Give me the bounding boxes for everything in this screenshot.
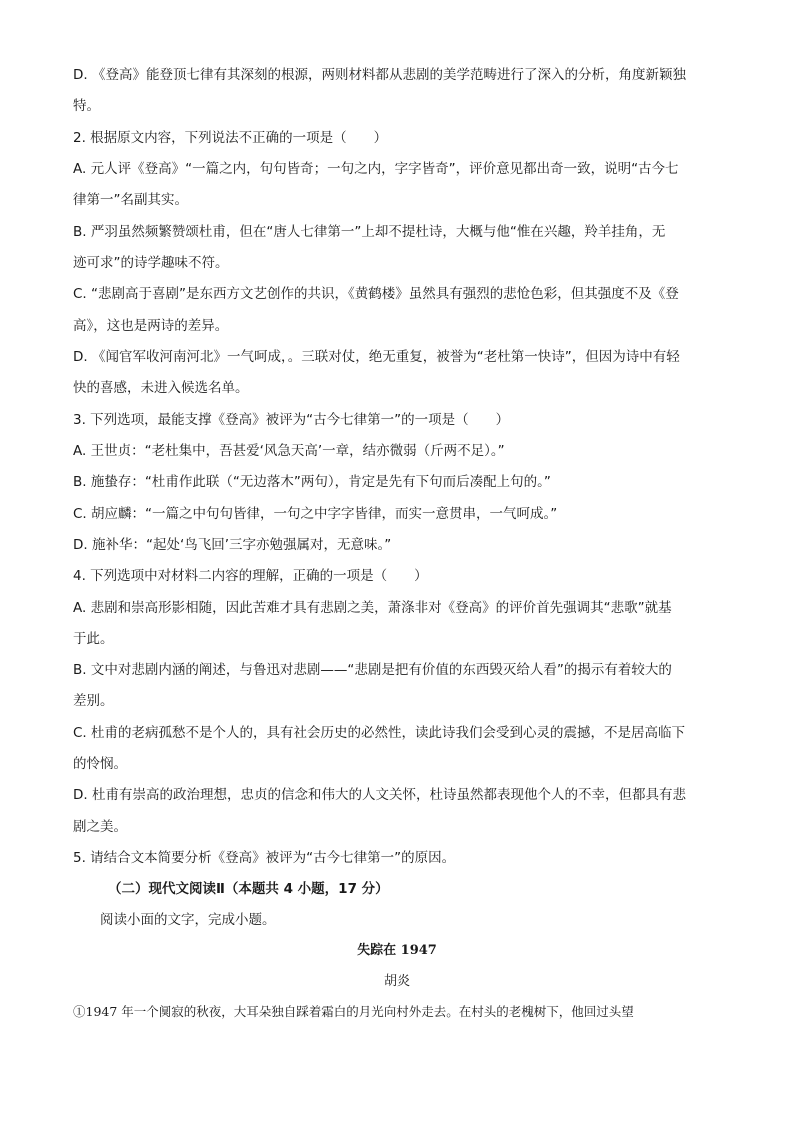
option-3a: A. 王世贞：“老杜集中，吾甚爱‘风急天高’一章，结亦微弱（斤两不足）。” bbox=[73, 443, 505, 459]
text-line: 快的喜感，未进入候选名单。 bbox=[73, 380, 249, 396]
option-2a: A. 元人评《登高》“一篇之内，句句皆奇；一句之内，字字皆奇”，评价意见都出奇一致，说明“古今七 bbox=[73, 161, 679, 177]
option-3d: D. 施补华：“起处‘鸟飞回’三字亦勉强属对，无意味。” bbox=[73, 537, 392, 553]
option-4d: D. 杜甫有崇高的政治理想，忠贞的信念和伟大的人文关怀，杜诗虽然都表现他个人的不幸，但都具有悲 bbox=[73, 787, 686, 803]
text-line: 剧之美。 bbox=[73, 819, 127, 835]
option-4b: B. 文中对悲剧内涵的阐述，与鲁迅对悲剧——“悲剧是把有价值的东西毁灭给人看”的揭示有着较大的 bbox=[73, 662, 672, 678]
text-line: 于此。 bbox=[73, 631, 114, 647]
option-2d: D. 《闻官军收河南河北》一气呵成，。三联对仗，绝无重复，被誉为“老杜第一快诗”，但因为诗中有轻 bbox=[73, 349, 680, 365]
text-line: 高》，这也是两诗的差异。 bbox=[73, 318, 229, 334]
question-5: 5. 请结合文本简要分析《登高》被评为“古今七律第一”的原因。 bbox=[73, 850, 456, 866]
story-paragraph-1: ①1947 年一个阒寂的秋夜，大耳朵独自踩着霜白的月光向村外走去。在村头的老槐树下，他回过头望 bbox=[73, 1004, 634, 1019]
option-2b: B. 严羽虽然频繁赞颂杜甫，但在“唐人七律第一”上却不提杜诗，大概与他“惟在兴趣，羚羊挂角，无 bbox=[73, 224, 666, 240]
text-line: 差别。 bbox=[73, 693, 114, 709]
option-2c: C. “悲剧高于喜剧”是东西方文艺创作的共识，《黄鹤楼》虽然具有强烈的悲怆色彩，但其强度不及《登 bbox=[73, 286, 679, 302]
option-3c: C. 胡应麟：“一篇之中句句皆律，一句之中字字皆律，而实一意贯串，一气呵成。” bbox=[73, 506, 558, 522]
reading-instruction: 阅读小面的文字，完成小题。 bbox=[100, 912, 276, 928]
story-author: 胡炎 bbox=[383, 974, 410, 989]
section-heading: （二）现代文阅读Ⅱ（本题共 4 小题，17 分） bbox=[108, 881, 389, 897]
option-3b: B. 施蛰存：“杜甫作此联（“无边落木”两句），肯定是先有下句而后凑配上句的。” bbox=[73, 474, 551, 490]
question-4: 4. 下列选项中对材料二内容的理解，正确的一项是（ ） bbox=[73, 568, 428, 584]
text-line: 特。 bbox=[73, 98, 100, 114]
story-title: 失踪在 1947 bbox=[357, 943, 437, 958]
option-4a: A. 悲剧和崇高形影相随，因此苦难才具有悲剧之美，萧涤非对《登高》的评价首先强调其“悲歌”就基 bbox=[73, 600, 672, 616]
question-3: 3. 下列选项，最能支撑《登高》被评为“古今七律第一”的一项是（ ） bbox=[73, 412, 510, 428]
text-line: D. 《登高》能登顶七律有其深刻的根源，两则材料都从悲剧的美学范畴进行了深入的分析，角度新颖独 bbox=[73, 67, 686, 83]
question-2: 2. 根据原文内容，下列说法不正确的一项是（ ） bbox=[73, 130, 388, 146]
text-line: 律第一”名副其实。 bbox=[73, 192, 188, 208]
text-line: 的怜悯。 bbox=[73, 756, 127, 772]
text-line: 迹可求”的诗学趣味不符。 bbox=[73, 255, 229, 271]
option-4c: C. 杜甫的老病孤愁不是个人的，具有社会历史的必然性，读此诗我们会受到心灵的震撼，不是居高临下 bbox=[73, 725, 686, 741]
